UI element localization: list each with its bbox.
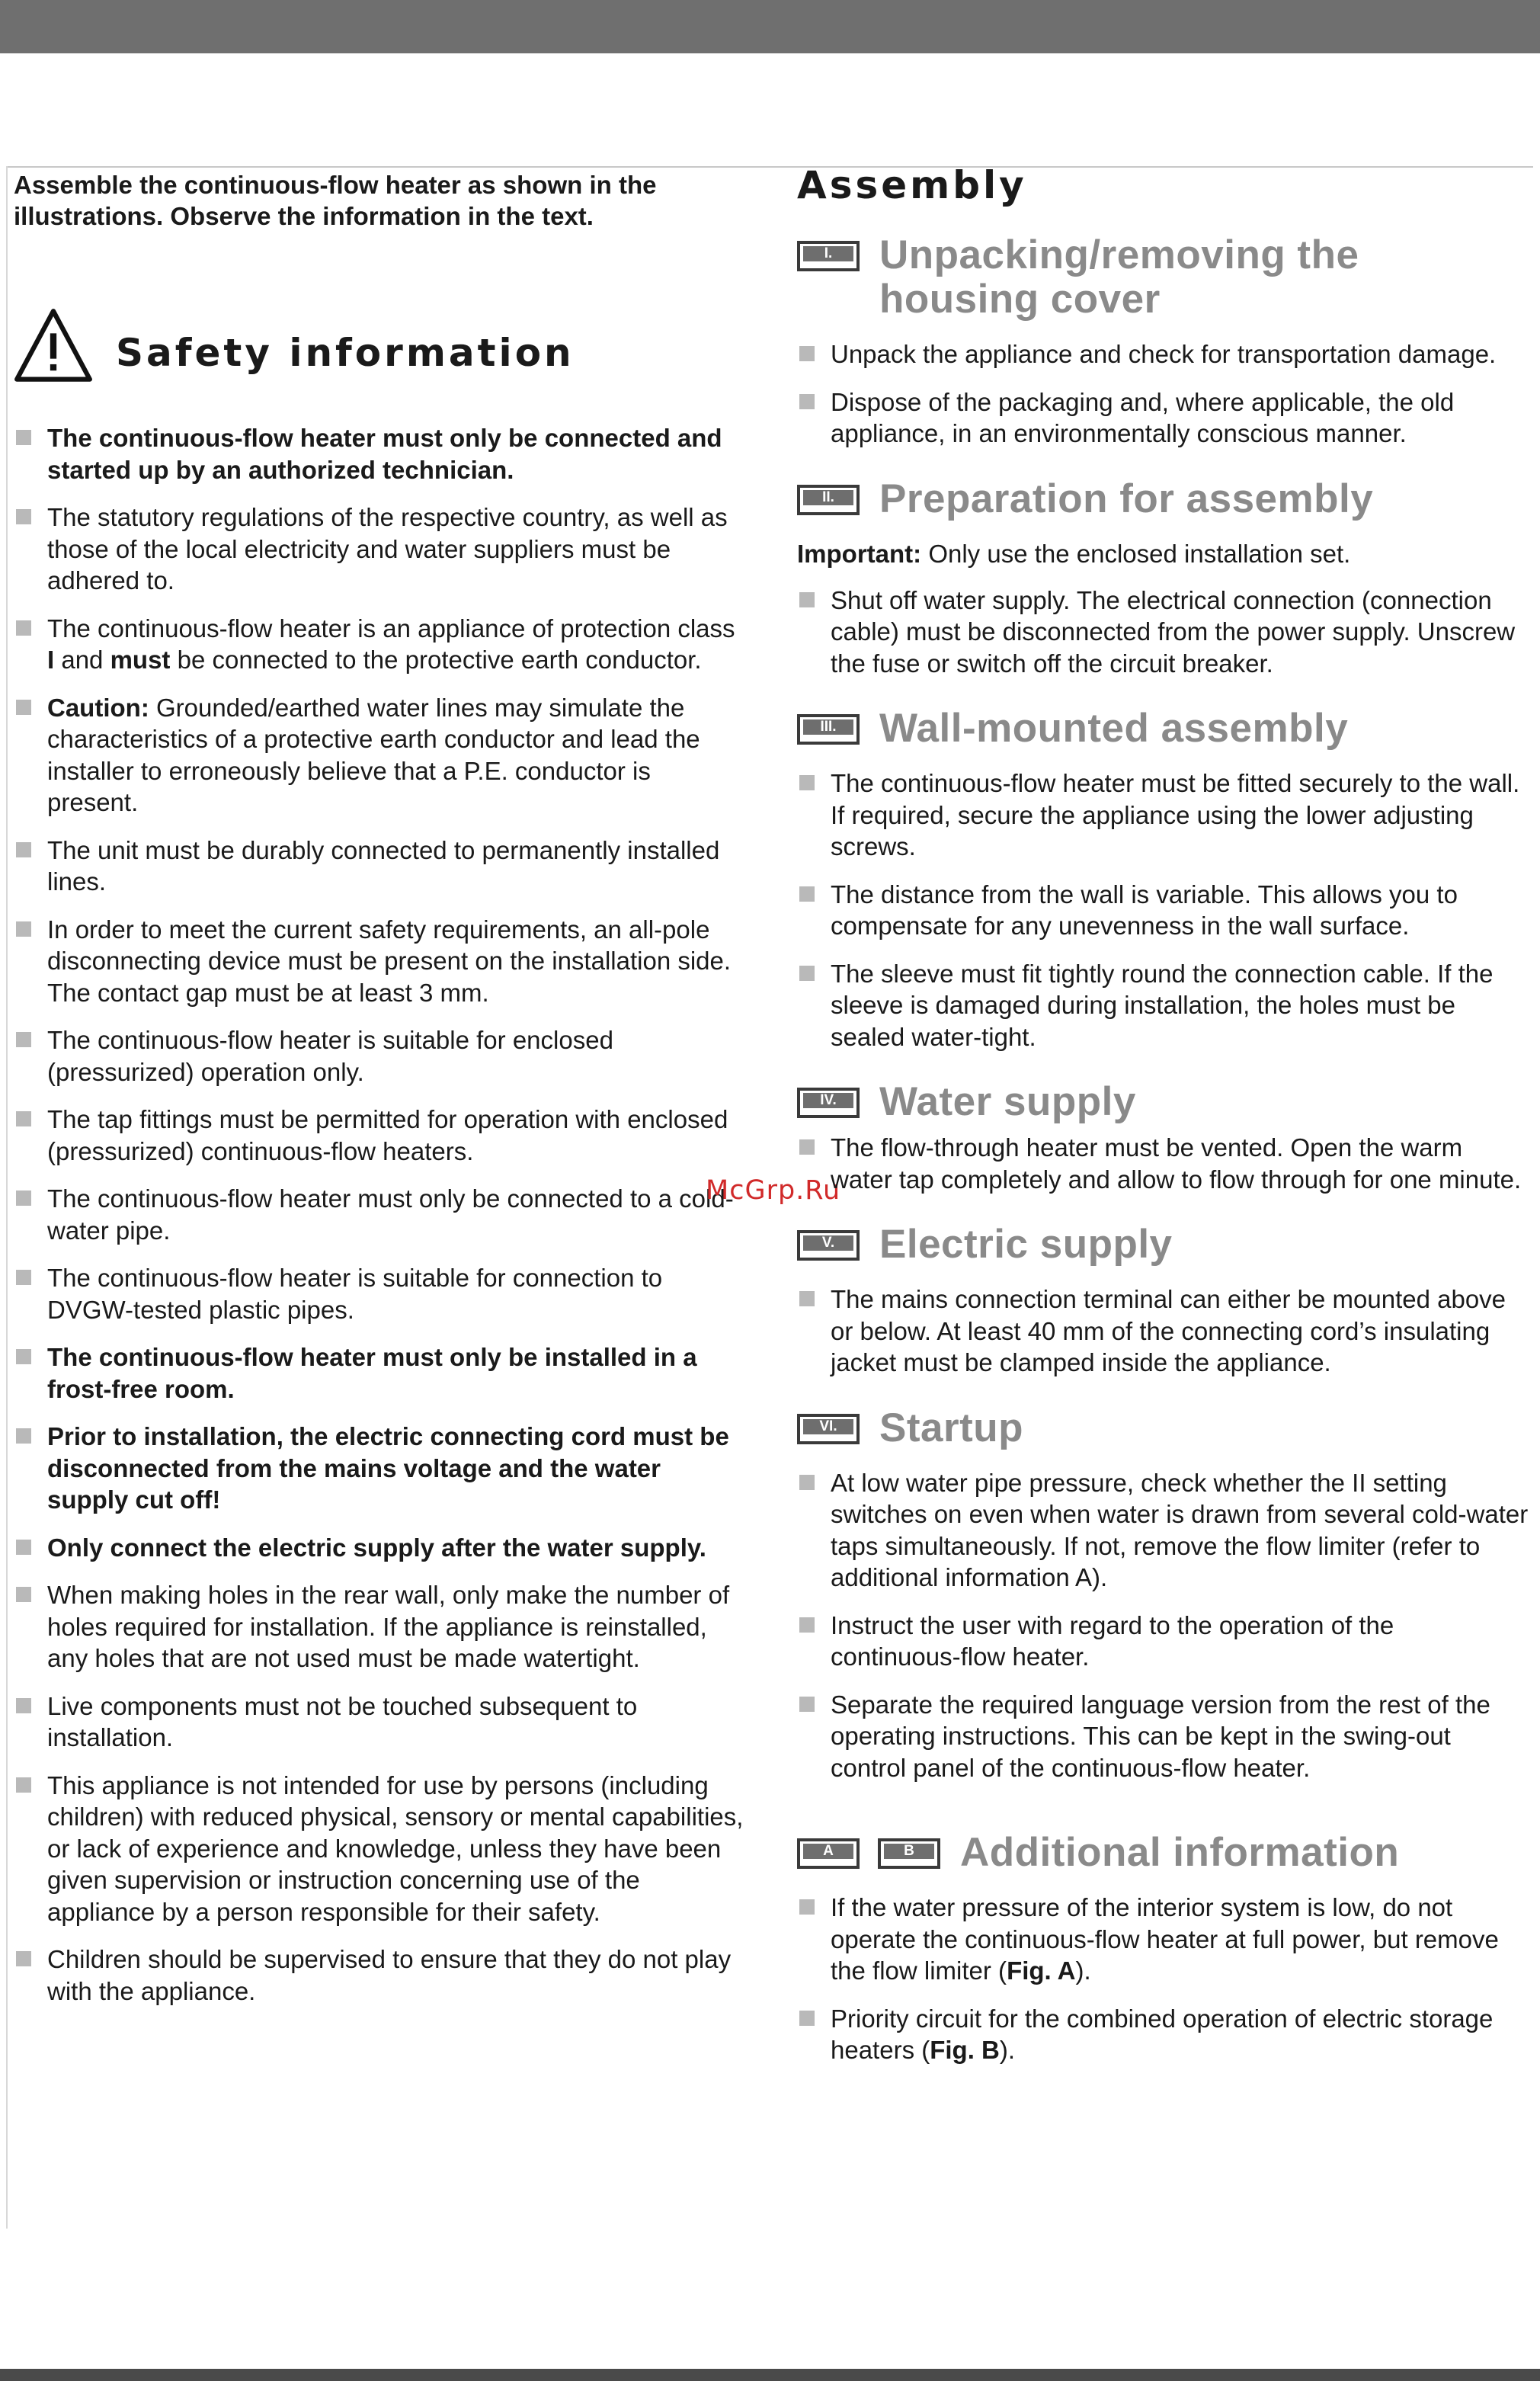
top-bar xyxy=(0,0,1540,53)
list-item: Priority circuit for the combined operation of electric storage heaters (Fig. B). xyxy=(797,2003,1529,2066)
section-water-supply xyxy=(797,1080,1529,1195)
section-additional-information xyxy=(797,1831,1529,2066)
safety-title: Safety information xyxy=(116,331,575,375)
section-title: Additional information xyxy=(960,1830,1400,1875)
section-title: Unpacking/removing the housing cover xyxy=(879,232,1359,322)
bottom-bar xyxy=(0,2369,1540,2381)
section-badge: III. xyxy=(797,714,860,745)
section-startup xyxy=(797,1406,1529,1784)
list-item: The distance from the wall is variable. This allows you to compensate for any unevenness in the wall surface. xyxy=(797,879,1529,942)
safety-list xyxy=(14,422,745,2007)
intro-text: Assemble the continuous-flow heater as shown in the illustrations. Observe the information in the text. xyxy=(14,171,657,230)
section-electric-supply xyxy=(797,1223,1529,1379)
assembly-title: Assembly xyxy=(797,163,1027,207)
section-title: Wall-mounted assembly xyxy=(879,706,1349,751)
right-column xyxy=(797,163,1529,2094)
list-item: The unit must be durably connected to permanently installed lines. xyxy=(14,835,745,898)
section-title: Electric supply xyxy=(879,1222,1173,1267)
list-item: Children should be supervised to ensure that they do not play with the appliance. xyxy=(14,1944,745,2007)
important-note: Important: Only use the enclosed installation set. xyxy=(797,539,1351,568)
section-title: Water supply xyxy=(879,1079,1136,1124)
section-badge: II. xyxy=(797,485,860,515)
frame-left-line xyxy=(6,166,8,2229)
list-item: The continuous-flow heater must only be connected to a cold-water pipe. xyxy=(14,1183,745,1246)
safety-heading xyxy=(14,306,745,386)
list-item: The statutory regulations of the respective country, as well as those of the local electricity and water suppliers must be adhered to. xyxy=(14,502,745,597)
list-item: The continuous-flow heater is an appliance of protection class I and must be connected to the protective earth conductor. xyxy=(14,613,745,676)
list-item: Unpack the appliance and check for transportation damage. xyxy=(797,338,1529,370)
list-item: The mains connection terminal can either be mounted above or below. At least 40 mm of the connecting cord’s insulating jacket must be clamped inside the appliance. xyxy=(797,1283,1529,1379)
list-item: The sleeve must fit tightly round the connection cable. If the sleeve is damaged during installation, the holes must be sealed water-tight. xyxy=(797,958,1529,1053)
list-item: When making holes in the rear wall, only make the number of holes required for installation. If the appliance is reinstalled, any holes that are not used must be made watertight. xyxy=(14,1579,745,1674)
section-badge: V. xyxy=(797,1230,860,1261)
list-item: The continuous-flow heater must be fitted securely to the wall. If required, secure the appliance using the lower adjusting screws. xyxy=(797,767,1529,863)
list-item: The continuous-flow heater is suitable for connection to DVGW-tested plastic pipes. xyxy=(14,1262,745,1325)
list-item: Shut off water supply. The electrical connection (connection cable) must be disconnected from the power supply. Unscrew the fuse or switch off the circuit breaker. xyxy=(797,585,1529,680)
section-title: Preparation for assembly xyxy=(879,476,1374,521)
list-item: Separate the required language version from the rest of the operating instructions. This can be kept in the swing-out control panel of the continuous-flow heater. xyxy=(797,1689,1529,1784)
watermark: McGrp.Ru xyxy=(706,1175,841,1206)
list-item: If the water pressure of the interior system is low, do not operate the continuous-flow heater at full power, but remove the flow limiter (Fig. A). xyxy=(797,1892,1529,1987)
section-badge: VI. xyxy=(797,1414,860,1444)
list-item: This appliance is not intended for use by persons (including children) with reduced physical, sensory or mental capabilities, or lack of experience and knowledge, unless they have been given supervision or instruction concerning use of the appliance by a person responsible for their safety. xyxy=(14,1770,745,1928)
list-item: Prior to installation, the electric connecting cord must be disconnected from the mains voltage and the water supply cut off! xyxy=(14,1421,745,1516)
list-item: The tap fittings must be permitted for operation with enclosed (pressurized) continuous-flow heaters. xyxy=(14,1104,745,1167)
list-item: Only connect the electric supply after the water supply. xyxy=(14,1532,745,1564)
figure-a-badge: A xyxy=(797,1838,860,1869)
section-title: Startup xyxy=(879,1405,1023,1450)
list-item: In order to meet the current safety requirements, an all-pole disconnecting device must be present on the installation side. The contact gap must be at least 3 mm. xyxy=(14,914,745,1009)
list-item: Instruct the user with regard to the operation of the continuous-flow heater. xyxy=(797,1610,1529,1673)
warning-triangle-icon xyxy=(14,306,93,386)
left-column xyxy=(14,169,745,2023)
section-badge: I. xyxy=(797,241,860,271)
section-wall-mounted xyxy=(797,707,1529,1053)
list-item: The flow-through heater must be vented. Open the warm water tap completely and allow to flow through for one minute. xyxy=(797,1132,1529,1195)
list-item: Live components must not be touched subsequent to installation. xyxy=(14,1690,745,1754)
list-item: The continuous-flow heater is suitable for enclosed (pressurized) operation only. xyxy=(14,1024,745,1088)
figure-b-badge: B xyxy=(878,1838,940,1869)
list-item: Caution: Grounded/earthed water lines may simulate the characteristics of a protective earth conductor and lead the installer to erroneously believe that a P.E. conductor is present. xyxy=(14,692,745,819)
list-item: At low water pipe pressure, check whether the II setting switches on even when water is drawn from several cold-water taps simultaneously. If not, remove the flow limiter (refer to additional information A). xyxy=(797,1467,1529,1594)
list-item: Dispose of the packaging and, where applicable, the old appliance, in an environmentally conscious manner. xyxy=(797,386,1529,450)
section-badge: IV. xyxy=(797,1088,860,1118)
list-item: The continuous-flow heater must only be installed in a frost-free room. xyxy=(14,1341,745,1405)
list-item: The continuous-flow heater must only be connected and started up by an authorized technician. xyxy=(14,422,745,485)
section-unpacking xyxy=(797,233,1529,450)
section-preparation xyxy=(797,477,1529,680)
